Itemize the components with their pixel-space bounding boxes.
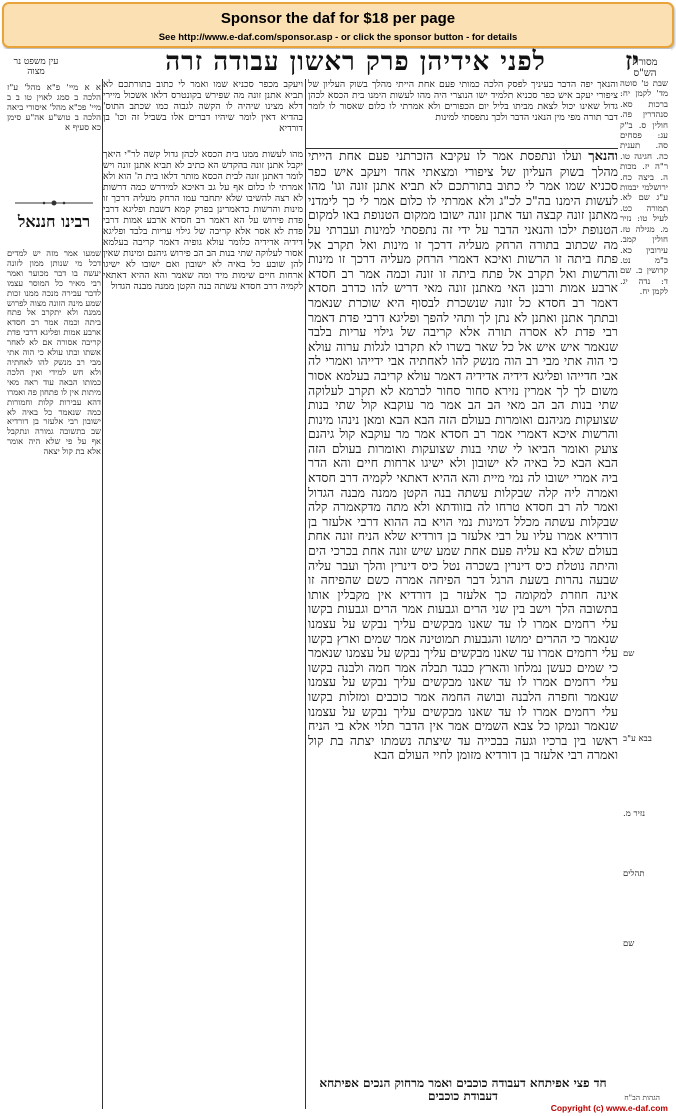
ein-mishpat-heading: עין משפט נר מצוה: [13, 57, 59, 77]
gemara-body: ועלו ונתפסת אמר לו עקיבא הזכרתני פעם אחת הייתי מהלך בשוק העליון של ציפורי ומצאתי אחד ויעקב איש כפר סכניא שמו אמר לי כתוב בתורתכם לא תביא אתנן זונה וגו' מהו לעשות הימנו בה"כ לכ"ג ולא אמרתי לו כלום אמר לי כך לימדני מאתנן זונה קבצה ועד אתנן זונה ישובו ממקום הטנופת באו למקום הטנופת ילכו והנאני הדבר על ידי זה נתפסתי למינות ועברתי על מה שכתוב בתורה הרחק מעליה דרכך זו מינות ואל תקרב אל פתח ביתה זו הרשות ואיכא דאמרי הרחק מעליה דרכך זו מינות והרשות ואל תקרב אל פתח ביתה זו זונה וכמה אמר רב חסדא ארבע אמות ורבנן האי מאתנן זונה מאי דריש להו כדרב חסדא דאמר רב חסדא כל זונה שנשכרת לבסוף היא שוכרת שנאמר ובתתך אתנן ואתנן לא נתן לך ותהי להפך ופליגא דרבי פדת דאמר רבי פדת לא אסרה תורה אלא קריבה של גילוי עריות בלבד שנאמר איש איש אל כל שאר בשרו לא תקרבו לגלות ערוה עולא כי הוה אתי מבי רב הוה מנשק להו לאחתיה אבי ידייהו ואמרי לה אבי חדייהו ופליגא דידיה אדידיה דאמר עולא קריבה בעלמא אסור משום לך לך אמרין נזירא סחור סחור לכרמא לא תקרב לעלוקה שתי בנות הב הב מאי הב הב אמר מר עוקבא קול שתי בנות שצועקות מגיהנם ואומרות בעולם הזה הבא הבא ומאן נינהו מינות והרשות איכא דאמרי אמר רב חסדא אמר מר עוקבא קול גיהנם צועק ואומר הביאו לי שתי בנות שצועקות ואומרות בעולם הזה הבא הבא כל באיה לא ישובון ולא ישיגו ארחות חיים והא הדר ביה אמרי ישובו לה נמי מיית והא ההיא דאתאי לקמיה דרב חסדא ואמרה ליה קלה שבקלות עשתה בנה הקטן ממנה מבנה הגדול ואמר לה רב חסדא טרחו לה בזוודתא ולא מתה מדקאמרה קלה שבקלות עשתה מכלל דמינות נמי הויא בה ההוא דרבי אלעזר בן דורדיא אמרו עליו על רבי אלעזר בן דורדיא שלא הניח זונה אחת בעולם שלא בא עליה פעם אחת שמע שיש זונה אחת בכרכי הים והיתה נוטלת כיס דינרין בשכרה נטל כיס דינרין והלך ועבר עליה שבעה נהרות בשעת הרגל דבר הפיחה אמרה כשם שהפיחה זו אינה חוזרת למקומה כך אלעזר בן דורדיא אין מקבלין אותו בתשובה הלך וישב בין שני הרים וגבעות אמר הרים וגבעות בקשו עלי רחמים אמרו לו עד שאנו מבקשים עליך נבקש על עצמנו שנאמר כי ההרים ימושו והגבעות תמוטינה אמר שמים וארץ בקשו עלי רחמים אמרו עד שאנו מבקשים עליך נבקש על עצמנו שנאמר כי שמים כעשן נמלחו והארץ כבגד תבלה אמר חמה ולבנה בקשו עלי רחמים אמרו לו עד שאנו מבקשים עליך נבקש על עצמנו שנאמר וחפרה הלבנה ובושה החמה אמר כוכבים ומזלות בקשו עלי רחמים אמרו לו עד שאנו מבקשים עליך נבקש על עצמנו שנאמר ונמקו כל צבא השמים אמר אין הדבר תלוי אלא בי הניח ראשו בין ברכיו וגעה בבכייה עד שיצתה נשמתו יצתה בת קול ואמרה רבי אלעזר בן דורדיא מזומן לחיי העולם הבא: [308, 149, 618, 763]
sponsor-details-link[interactable]: See http://www.e-daf.com/sponsor.asp - or click the sponsor button - for details: [158, 32, 518, 43]
side-reference: נזיר מ.: [623, 809, 645, 819]
massoret-hashas-text: שבת ט' סוטה מד' לקמן יח: ברכות סא. סנהדרין פה. חולין ס. ב"ק עג: פסחים סה. תענית כה. חגיגה טו. ר"ה יז. מכות ה. ביצה כח. ירושלמי יבמות ע"ג שם לא. תמורה כט. לעיל טו: נזיר מ. מגילה טז. חולין קמב. עירובין כא. ב"מ נט. קדושין כ. שם ד: נדה יג. לקמן יח.: [620, 79, 668, 298]
tosafot-header-text: ויעקב מכפר סכניא שמו ואמר לי כתוב בתורתכם לא תביא אתנן זונה מה שפירש בקונטרס דלאו אשכול מיירי דלא מצינו שיהיה לו הקשה לגבוה כמו שכתב התוס' בהדיא דאין לומר שיהיו דברים אלו בשביל זה וכו' בן דורדיא: [103, 79, 303, 134]
talmud-page: [3, 49, 671, 1101]
side-reference: תהלים: [623, 869, 645, 879]
rashi-text: והנאך יפה הדבר בעיניך לפסק הלכה כמותי פעם אחת הייתי מהלך בשוק העליון של ציפורי יעקב איש כפר סכניא תלמיד ישו הנוצרי היה מהו לעשות הימנו בית הכסא לכהן גדול שאינו יכול לצאת מביתו בליל יום הכפורים ולא אמרתי לו כלום שאסור לו לומר דבר תורה מפי מין הנאני הדבר ולכך נתפסתי למינות: [308, 79, 618, 123]
haga-label: הגהות הב"ח: [624, 1093, 660, 1102]
page-title: לפני אידיהן פרק ראשון עבודה זרה: [165, 47, 546, 77]
rabbeinu-chananel-text: שמעו אמר מזה יש למדים דכל מי שנותן ממון לזונה יעשה בו דבר מכוער ואמר רבי מאיר כל המוסר עצמו לדבר עבירה מנכה ממנו זכות שמע מינה הזונה מצוה לפרוש ממנה ולא יתקרב אל פתח ביתה וכמה אמר רב חסדא ארבע אמות ופליגא דרבי פדת קריבה אסורה אם לא לאחר אשתו ובתו עולא כי הוה אתי מבי רב מנשק להו לאחתיה ולא חש למידי ואין הלכה כמותו הבאה עוד ראה מאי מיתות אין לו פתחון פה ואמרו דהא עבירות קלות וחמורות כמה שנאמר כל באיה לא ישובון רבי אלעזר בן דורדיא שב בתשובה גמורה ונתקבל אף על פי שלא היה אומר אלא בת קול יצאה: [7, 249, 101, 457]
gemara-opening-word: והנאך: [588, 149, 618, 164]
sponsor-headline[interactable]: Sponsor the daf for $18 per page: [220, 10, 456, 27]
daf-number: יז: [625, 47, 640, 77]
rabbeinu-chananel-title: רבינו חננאל: [17, 212, 91, 231]
gemara-closing-line: חד פצי אפיתחא דעבודה כוכבים ואמר מרחוק הנכים אפיתחא דעבודת כוכבים: [319, 1076, 607, 1103]
ornament-divider: [13, 199, 95, 207]
column-divider: [305, 79, 306, 1109]
tosafot-text: מהו לעשות ממנו בית הכסא לכהן גדול קשה לר"י היאך יקבל אתנן זונה בהקדש הא כתיב לא תביא אתנן זונה ויש לומר דאתנן זונה לבית הכסא מותר דלאו בית ה' הוא ולא אמרתי לו כלום אף על גב דאיכא למידרש כמה דרשות לא רצה להשיבו שלא יתחבר עמו הרחק מעליה דרכך זו מינות והרשות כדאמרינן בפרק קמא דשבת ופליגא דרבי פדת פירוש על הא דאמר רב חסדא ארבע אמות דרבי פדת לא אסר אלא קריבה של גילוי עריות בלבד ופליגא דידיה אדידיה כלומר עולא גופיה דאמר קריבה בעלמא אסור לעלוקה שתי בנות הב הב פירוש גיהנם ומינות שאין להן שובע כל באיה לא ישובון ואם ישובו לא ישיגו ארחות חיים שימות מיד ומה שאמר והא ההיא דאתאי לקמיה דרב חסדא עשתה בנה הקטן ממנה מבנה הגדול: [103, 149, 303, 292]
page-footer: [2, 1093, 674, 1115]
ein-mishpat-text: א א מיי' פ"א מהל' ע"ז הלכה ב סמג לאוין טו ב ב מיי' פכ"א מהל' איסורי ביאה הלכה ב טוש"ע אה"ע סימן כא סעיף א: [7, 83, 101, 133]
gemara-text: [308, 149, 618, 1104]
side-reference: שם: [623, 649, 635, 659]
sponsor-banner[interactable]: [2, 2, 674, 48]
page-header: [3, 49, 671, 77]
side-reference: בבא ע"ב: [623, 734, 652, 744]
copyright-link[interactable]: Copyright (c) www.e-daf.com: [550, 1103, 668, 1113]
side-reference: שם: [623, 939, 635, 949]
massoret-heading: מסורת הש"ס: [632, 57, 658, 79]
